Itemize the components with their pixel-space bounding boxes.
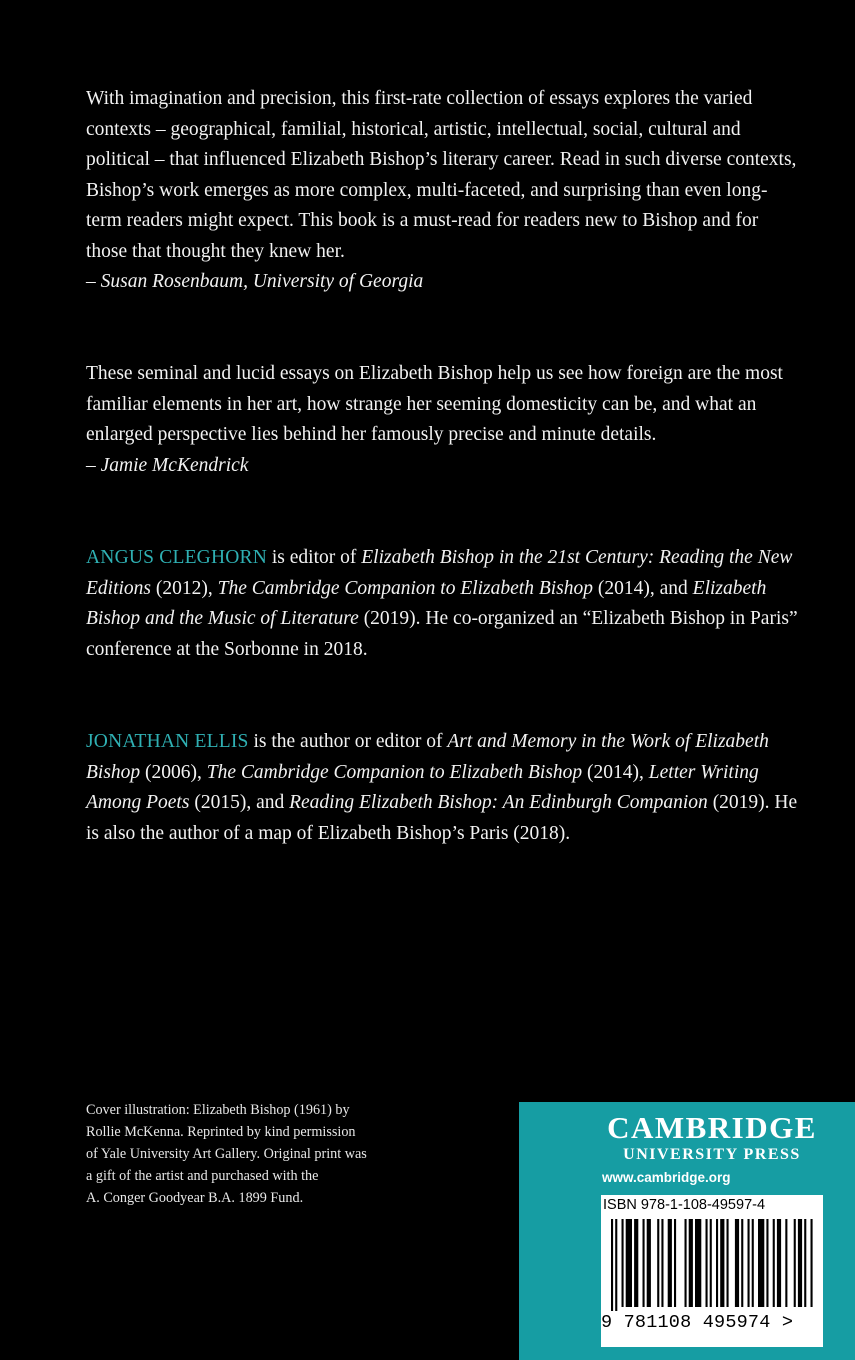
barcode-bar — [748, 1219, 750, 1307]
barcode-bar — [716, 1219, 718, 1307]
barcode-bar — [798, 1219, 802, 1307]
barcode-bar — [634, 1219, 638, 1307]
isbn-label: ISBN 978-1-108-49597-4 — [603, 1197, 766, 1213]
barcode-bar — [626, 1219, 632, 1307]
review-attribution: – Jamie McKendrick — [86, 454, 249, 476]
bio-segment: (2014), — [582, 761, 649, 783]
barcode-bar — [643, 1219, 645, 1307]
cambridge-logo — [602, 1110, 822, 1164]
barcode-bar — [785, 1219, 787, 1307]
book-title: Art and Memory in the Work of Elizabeth Bishop — [86, 731, 769, 783]
barcode-bar — [661, 1219, 663, 1307]
barcode-digits: 9 781108 495974 > — [601, 1312, 794, 1333]
review-susan-rosenbaum — [86, 84, 801, 298]
barcode-bar — [766, 1219, 768, 1307]
bio-segment: is the author or editor of — [248, 731, 448, 752]
book-title: The Cambridge Companion to Elizabeth Bishop — [217, 577, 594, 599]
bio-segment: (2015), and — [189, 792, 290, 813]
book-title: Elizabeth Bishop in the 21st Century: Reading the New Editions — [86, 547, 793, 599]
barcode-panel — [601, 1195, 823, 1347]
barcode-bar — [695, 1219, 701, 1307]
publisher-name-bottom: UNIVERSITY PRESS — [623, 1146, 801, 1163]
credit-line: a gift of the artist and purchased with the — [86, 1168, 319, 1184]
bio-segment: (2019). He is also the author of a map of Elizabeth Bishop’s Paris (2018). — [86, 792, 798, 844]
barcode-bar — [773, 1219, 775, 1307]
bio-text — [86, 727, 801, 849]
barcode-bars — [611, 1219, 815, 1311]
publisher-website: www.cambridge.org — [602, 1170, 731, 1185]
barcode-bar — [777, 1219, 781, 1307]
barcode-bar — [758, 1219, 764, 1307]
publisher-name-top: CAMBRIDGE — [607, 1110, 817, 1145]
bio-segment: is editor of — [267, 547, 362, 568]
barcode-bar — [804, 1219, 806, 1307]
barcode-bar — [811, 1219, 813, 1307]
barcode-bar — [735, 1219, 739, 1307]
book-title: Letter Writing Among Poets — [86, 761, 759, 813]
barcode-bar — [668, 1219, 672, 1307]
barcode-bar — [741, 1219, 743, 1307]
bio-segment: (2006), — [140, 761, 207, 783]
review-jamie-mckendrick — [86, 359, 801, 481]
barcode-bar — [657, 1219, 659, 1307]
book-title: The Cambridge Companion to Elizabeth Bishop — [206, 761, 583, 783]
bio-segment: (2014), and — [593, 577, 693, 599]
bio-text — [86, 543, 801, 665]
review-text: These seminal and lucid essays on Elizabeth Bishop help us see how foreign are the most familiar elements in her art, how strange her seeming domesticity can be, and what an enlarged perspective lies behind her famously precise and minute details. — [86, 363, 783, 445]
barcode-bar — [615, 1219, 617, 1311]
publisher-panel — [519, 1102, 855, 1360]
barcode-bar — [794, 1219, 796, 1307]
author-name: ANGUS CLEGHORN — [86, 547, 268, 568]
barcode-bar — [706, 1219, 708, 1307]
bio-angus-cleghorn — [86, 543, 801, 665]
credit-line: Rollie McKenna. Reprinted by kind permission — [86, 1124, 356, 1140]
review-attribution: – Susan Rosenbaum, University of Georgia — [86, 271, 424, 292]
barcode-bar — [674, 1219, 676, 1307]
barcode-bar — [611, 1219, 613, 1311]
review-text: With imagination and precision, this first-rate collection of essays explores the varied contexts – geographical, familial, historical, artistic, intellectual, social, cultural and political – that influenced Elizabeth Bishop’s literary career. Read in such diverse contexts, Bishop’s work emerges as more complex, multi-faceted, and surprising than even long-term readers might expect. This book is a must-read for readers new to Bishop and for those that thought they knew her. — [86, 88, 797, 262]
author-name: JONATHAN ELLIS — [86, 731, 249, 752]
credit-line: Cover illustration: Elizabeth Bishop (1961) by — [86, 1102, 350, 1118]
credit-line: of Yale University Art Gallery. Original print was — [86, 1146, 367, 1162]
barcode-bar — [647, 1219, 651, 1307]
barcode-bar — [727, 1219, 729, 1307]
barcode-bar — [689, 1219, 693, 1307]
bio-segment: (2012), — [151, 577, 218, 599]
book-title: Reading Elizabeth Bishop: An Edinburgh Companion — [289, 792, 708, 813]
bio-segment: (2019). He co-organized an “Elizabeth Bishop in Paris” conference at the Sorbonne in 2018. — [86, 608, 798, 660]
barcode-bar — [720, 1219, 724, 1307]
barcode-bar — [685, 1219, 687, 1307]
barcode-bar — [710, 1219, 712, 1307]
barcode-bar — [622, 1219, 624, 1307]
bio-jonathan-ellis — [86, 727, 801, 849]
cover-illustration-credit — [86, 1099, 446, 1209]
barcode-bar — [752, 1219, 754, 1307]
book-title: Elizabeth Bishop and the Music of Literature — [86, 577, 767, 629]
credit-line: A. Conger Goodyear B.A. 1899 Fund. — [86, 1190, 304, 1206]
